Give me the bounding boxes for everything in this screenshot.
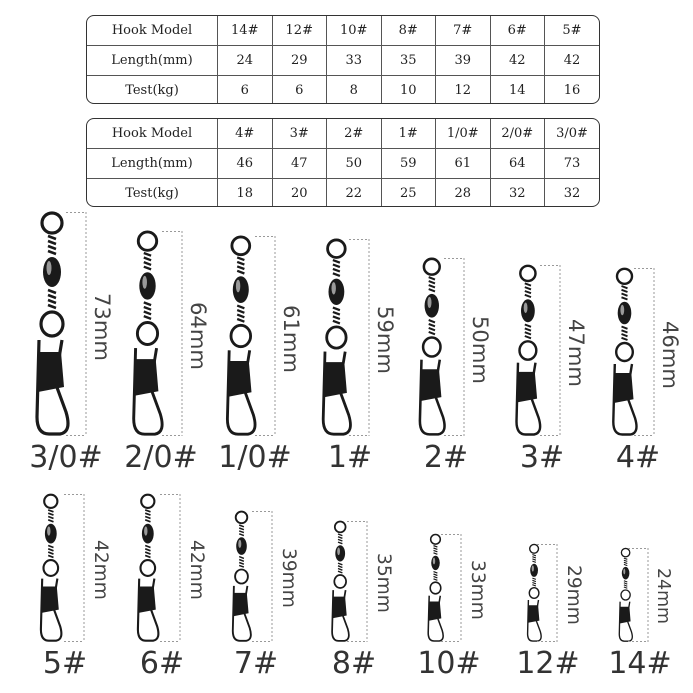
lower-ring <box>231 325 251 346</box>
wire-coil <box>237 262 244 265</box>
dimension-line <box>250 511 274 642</box>
wire-coil <box>525 283 531 285</box>
wire-coil <box>145 552 150 554</box>
wire-coil <box>338 539 342 541</box>
dimension-line <box>64 212 88 436</box>
wire-coil <box>48 295 56 298</box>
spec-cell: 25 <box>381 179 436 208</box>
wire-coil <box>333 269 340 272</box>
spec-cell: 12 <box>436 76 491 105</box>
length-label: 47mm <box>564 319 590 388</box>
wire-coil <box>621 294 627 296</box>
spec-row <box>87 149 599 179</box>
row-header: Hook Model <box>87 16 218 46</box>
spec-cell: 64 <box>490 149 545 179</box>
wire-coil <box>48 546 53 548</box>
wire-coil <box>145 510 150 512</box>
dimension-line <box>632 268 656 436</box>
top-eye-ring <box>232 237 250 255</box>
wire-coil <box>143 316 150 319</box>
barrel-shine <box>47 261 52 275</box>
top-eye-ring <box>520 266 535 281</box>
barrel-shine <box>331 282 335 294</box>
snap-lock-sleeve <box>139 586 156 612</box>
wire-coil <box>338 566 342 568</box>
spec-cell: 3# <box>272 119 327 149</box>
hook-size-label: 5# <box>42 646 88 681</box>
wire-coil <box>525 332 531 334</box>
hook-size-label: 1# <box>327 440 373 475</box>
spec-cell: 12# <box>272 16 327 46</box>
wire-coil <box>621 334 627 336</box>
spec-cell: 1# <box>381 119 436 149</box>
wire-coil <box>48 300 56 303</box>
wire-coil <box>145 549 150 551</box>
wire-coil <box>338 534 342 536</box>
barrel-shine <box>432 558 434 565</box>
swivel-barrel <box>335 545 345 561</box>
top-eye-ring <box>44 495 57 508</box>
lower-ring <box>423 338 440 357</box>
wire-coil <box>333 312 340 315</box>
wire-coil <box>333 321 340 324</box>
hook-size-label: 4# <box>615 440 661 475</box>
wire-coil <box>621 330 627 332</box>
spec-cell: 22 <box>327 179 382 208</box>
spec-cell: 32 <box>563 186 581 201</box>
spec-cell: 10 <box>381 76 436 105</box>
dimension-line <box>626 548 650 642</box>
hook-size-label: 1/0# <box>218 440 292 475</box>
length-label: 33mm <box>466 559 488 620</box>
spec-cell: 32 <box>490 179 545 208</box>
barrel-shine <box>337 548 340 556</box>
snap-lock-sleeve <box>517 372 537 402</box>
barrel-shine <box>236 280 240 293</box>
wire-coil <box>143 302 150 305</box>
spec-cell: 42 <box>490 46 545 76</box>
spec-cell: 61 <box>436 149 491 179</box>
top-eye-ring <box>335 522 346 533</box>
wire-coil <box>240 565 245 567</box>
dimension-line <box>158 494 182 642</box>
snap-lock-sleeve <box>134 359 158 396</box>
wire-coil <box>143 253 150 256</box>
hook-size-label: 6# <box>139 646 185 681</box>
wire-coil <box>338 542 342 544</box>
wire-coil <box>48 246 56 249</box>
barrel-shine <box>142 276 147 289</box>
spec-cell: 24 <box>218 46 273 76</box>
wire-coil <box>433 572 437 573</box>
row-header: Length(mm) <box>87 46 218 76</box>
wire-coil <box>48 555 53 557</box>
wire-coil <box>237 271 244 274</box>
spec-cell: 73 <box>545 149 600 179</box>
wire-coil <box>240 560 245 562</box>
wire-coil <box>525 291 531 293</box>
top-eye-ring <box>42 213 62 233</box>
spec-cell: 20 <box>272 179 327 208</box>
dimension-line <box>253 236 277 436</box>
wire-coil <box>48 520 53 522</box>
lower-ring <box>137 323 157 345</box>
wire-coil <box>429 324 435 326</box>
length-label: 42mm <box>89 539 111 600</box>
wire-coil <box>525 325 531 327</box>
top-eye-ring <box>138 232 156 250</box>
dimension-line <box>347 239 371 436</box>
dimension-line <box>345 521 369 642</box>
row-header: Test(kg) <box>87 76 218 105</box>
wire-coil <box>145 546 150 548</box>
lower-ring <box>326 327 345 348</box>
wire-coil <box>237 310 244 313</box>
spec-cell: 6# <box>490 16 545 46</box>
lower-ring <box>44 560 59 576</box>
top-eye-ring <box>424 259 440 275</box>
wire-coil <box>145 520 150 522</box>
spec-cell: 4# <box>218 119 273 149</box>
snap-lock-sleeve <box>421 369 442 401</box>
hook-size-label: 7# <box>233 646 279 681</box>
barrel-shine <box>47 526 50 535</box>
swivel-barrel <box>142 524 154 544</box>
wire-coil <box>143 312 150 315</box>
spec-cell: 35 <box>381 46 436 76</box>
snap-lock-sleeve <box>324 362 347 397</box>
wire-coil <box>433 553 437 554</box>
swivel-barrel <box>617 302 631 325</box>
swivel-barrel <box>425 294 439 318</box>
dimension-line <box>62 494 86 642</box>
spec-cell: 5# <box>545 16 600 46</box>
barrel-shine <box>524 303 528 314</box>
wire-coil <box>48 549 53 551</box>
wire-coil <box>333 316 340 319</box>
snap-lock-sleeve <box>38 352 64 392</box>
lower-ring <box>616 343 633 361</box>
spec-row <box>87 16 599 46</box>
wire-coil <box>333 273 340 276</box>
spec-cell: 2# <box>327 119 382 149</box>
length-label: 73mm <box>90 292 116 361</box>
wire-coil <box>48 510 53 512</box>
wire-coil <box>621 338 627 340</box>
wire-coil <box>433 574 437 575</box>
top-eye-ring <box>617 269 632 284</box>
wire-coil <box>237 266 244 269</box>
wire-coil <box>621 290 627 292</box>
wire-coil <box>48 290 56 293</box>
wire-coil <box>240 531 245 533</box>
barrel-shine <box>144 526 147 535</box>
swivel-barrel <box>43 257 61 287</box>
wire-coil <box>48 251 56 254</box>
wire-coil <box>145 555 150 557</box>
swivel-barrel <box>237 537 248 555</box>
wire-coil <box>338 571 342 573</box>
spec-cell: 7# <box>436 16 491 46</box>
spec-cell: 3/0# <box>545 119 600 149</box>
spec-cell: 29 <box>272 46 327 76</box>
barrel-shine <box>620 305 624 316</box>
wire-coil <box>333 265 340 268</box>
dimension-line <box>442 258 466 436</box>
spec-table-small-sizes <box>86 15 600 104</box>
spec-cell: 6 <box>272 76 327 105</box>
spec-cell: 14# <box>218 16 273 46</box>
hook-size-label: 10# <box>417 646 481 681</box>
wire-coil <box>48 552 53 554</box>
hook-size-label: 2# <box>423 440 469 475</box>
wire-coil <box>525 336 531 338</box>
spec-cell: 16 <box>563 83 581 98</box>
lower-ring <box>520 341 537 359</box>
wire-coil <box>433 550 437 551</box>
hook-size-label: 14# <box>608 646 672 681</box>
barrel-shine <box>532 565 534 571</box>
wire-coil <box>48 236 56 239</box>
wire-coil <box>237 319 244 322</box>
wire-coil <box>48 305 56 308</box>
spec-table-large-sizes <box>86 118 600 207</box>
lower-ring <box>41 312 63 336</box>
wire-coil <box>237 315 244 318</box>
spec-cell: 8 <box>327 76 382 105</box>
wire-coil <box>240 528 245 530</box>
wire-coil <box>433 546 437 547</box>
row-header: Test(kg) <box>87 179 218 208</box>
wire-coil <box>143 262 150 265</box>
hook-size-label: 12# <box>516 646 580 681</box>
spec-cell: 59 <box>381 149 436 179</box>
length-label: 61mm <box>279 304 305 373</box>
wire-coil <box>429 289 435 291</box>
wire-coil <box>143 267 150 270</box>
wire-coil <box>240 534 245 536</box>
wire-coil <box>333 308 340 311</box>
spec-cell: 33 <box>327 46 382 76</box>
wire-coil <box>621 286 627 288</box>
spec-cell: 39 <box>436 46 491 76</box>
wire-coil <box>143 307 150 310</box>
wire-coil <box>429 281 435 283</box>
wire-coil <box>433 576 437 577</box>
length-label: 46mm <box>658 320 684 389</box>
length-label: 35mm <box>372 553 394 614</box>
wire-coil <box>240 557 245 559</box>
wire-coil <box>237 306 244 309</box>
wire-coil <box>143 258 150 261</box>
wire-coil <box>433 548 437 549</box>
spec-cell: 50 <box>327 149 382 179</box>
spec-cell: 1/0# <box>436 119 491 149</box>
wire-coil <box>145 513 150 515</box>
spec-cell: 18 <box>218 179 273 208</box>
barrel-shine <box>239 540 242 548</box>
length-label: 59mm <box>373 306 399 375</box>
row-header: Hook Model <box>87 119 218 149</box>
wire-coil <box>338 563 342 565</box>
wire-coil <box>338 569 342 571</box>
top-eye-ring <box>141 495 154 508</box>
spec-cell: 8# <box>381 16 436 46</box>
wire-coil <box>621 327 627 329</box>
swivel-barrel <box>139 272 155 299</box>
spec-row <box>87 179 599 208</box>
spec-cell: 46 <box>218 149 273 179</box>
snap-lock-sleeve <box>229 361 252 397</box>
swivel-barrel <box>521 299 535 322</box>
swivel-barrel <box>45 524 57 544</box>
wire-coil <box>429 277 435 279</box>
wire-coil <box>48 517 53 519</box>
length-label: 64mm <box>186 302 212 371</box>
lower-ring <box>141 560 156 576</box>
top-eye-ring <box>236 512 248 524</box>
wire-coil <box>240 563 245 565</box>
dimension-line <box>538 265 562 436</box>
dimension-line <box>439 534 463 642</box>
top-eye-ring <box>327 240 345 258</box>
spec-cell: 2/0# <box>490 119 545 149</box>
length-label: 50mm <box>468 315 494 384</box>
length-label: 39mm <box>277 548 299 609</box>
barrel-shine <box>428 297 432 308</box>
spec-cell: 6 <box>218 76 273 105</box>
wire-coil <box>433 579 437 580</box>
spec-row <box>87 119 599 149</box>
snap-lock-sleeve <box>42 586 59 612</box>
wire-coil <box>237 257 244 260</box>
wire-coil <box>240 525 245 527</box>
wire-coil <box>48 513 53 515</box>
wire-coil <box>429 320 435 322</box>
swivel-barrel <box>233 276 249 303</box>
hook-size-label: 3/0# <box>29 440 103 475</box>
wire-coil <box>429 328 435 330</box>
wire-coil <box>145 517 150 519</box>
hook-size-label: 2/0# <box>124 440 198 475</box>
spec-cell: 42 <box>545 46 600 76</box>
snap-lock-sleeve <box>234 593 249 616</box>
wire-coil <box>333 260 340 263</box>
dimension-line <box>535 544 559 642</box>
wire-coil <box>525 328 531 330</box>
lower-ring <box>236 570 249 584</box>
wire-coil <box>525 295 531 297</box>
spec-cell: 14 <box>490 76 545 105</box>
hook-size-label: 3# <box>519 440 565 475</box>
spec-cell: 28 <box>436 179 491 208</box>
spec-row <box>87 46 599 76</box>
length-label: 42mm <box>185 539 207 600</box>
snap-lock-sleeve <box>614 373 634 403</box>
wire-coil <box>621 297 627 299</box>
wire-coil <box>48 241 56 244</box>
wire-coil <box>338 537 342 539</box>
spec-cell: 47 <box>272 149 327 179</box>
spec-cell: 10# <box>327 16 382 46</box>
wire-coil <box>525 287 531 289</box>
row-header: Length(mm) <box>87 149 218 179</box>
length-label: 24mm <box>653 568 674 625</box>
spec-row <box>87 76 599 105</box>
dimension-line <box>160 231 184 436</box>
length-label: 29mm <box>562 564 584 625</box>
hook-size-label: 8# <box>331 646 377 681</box>
wire-coil <box>429 332 435 334</box>
swivel-barrel <box>328 279 344 305</box>
wire-coil <box>429 285 435 287</box>
